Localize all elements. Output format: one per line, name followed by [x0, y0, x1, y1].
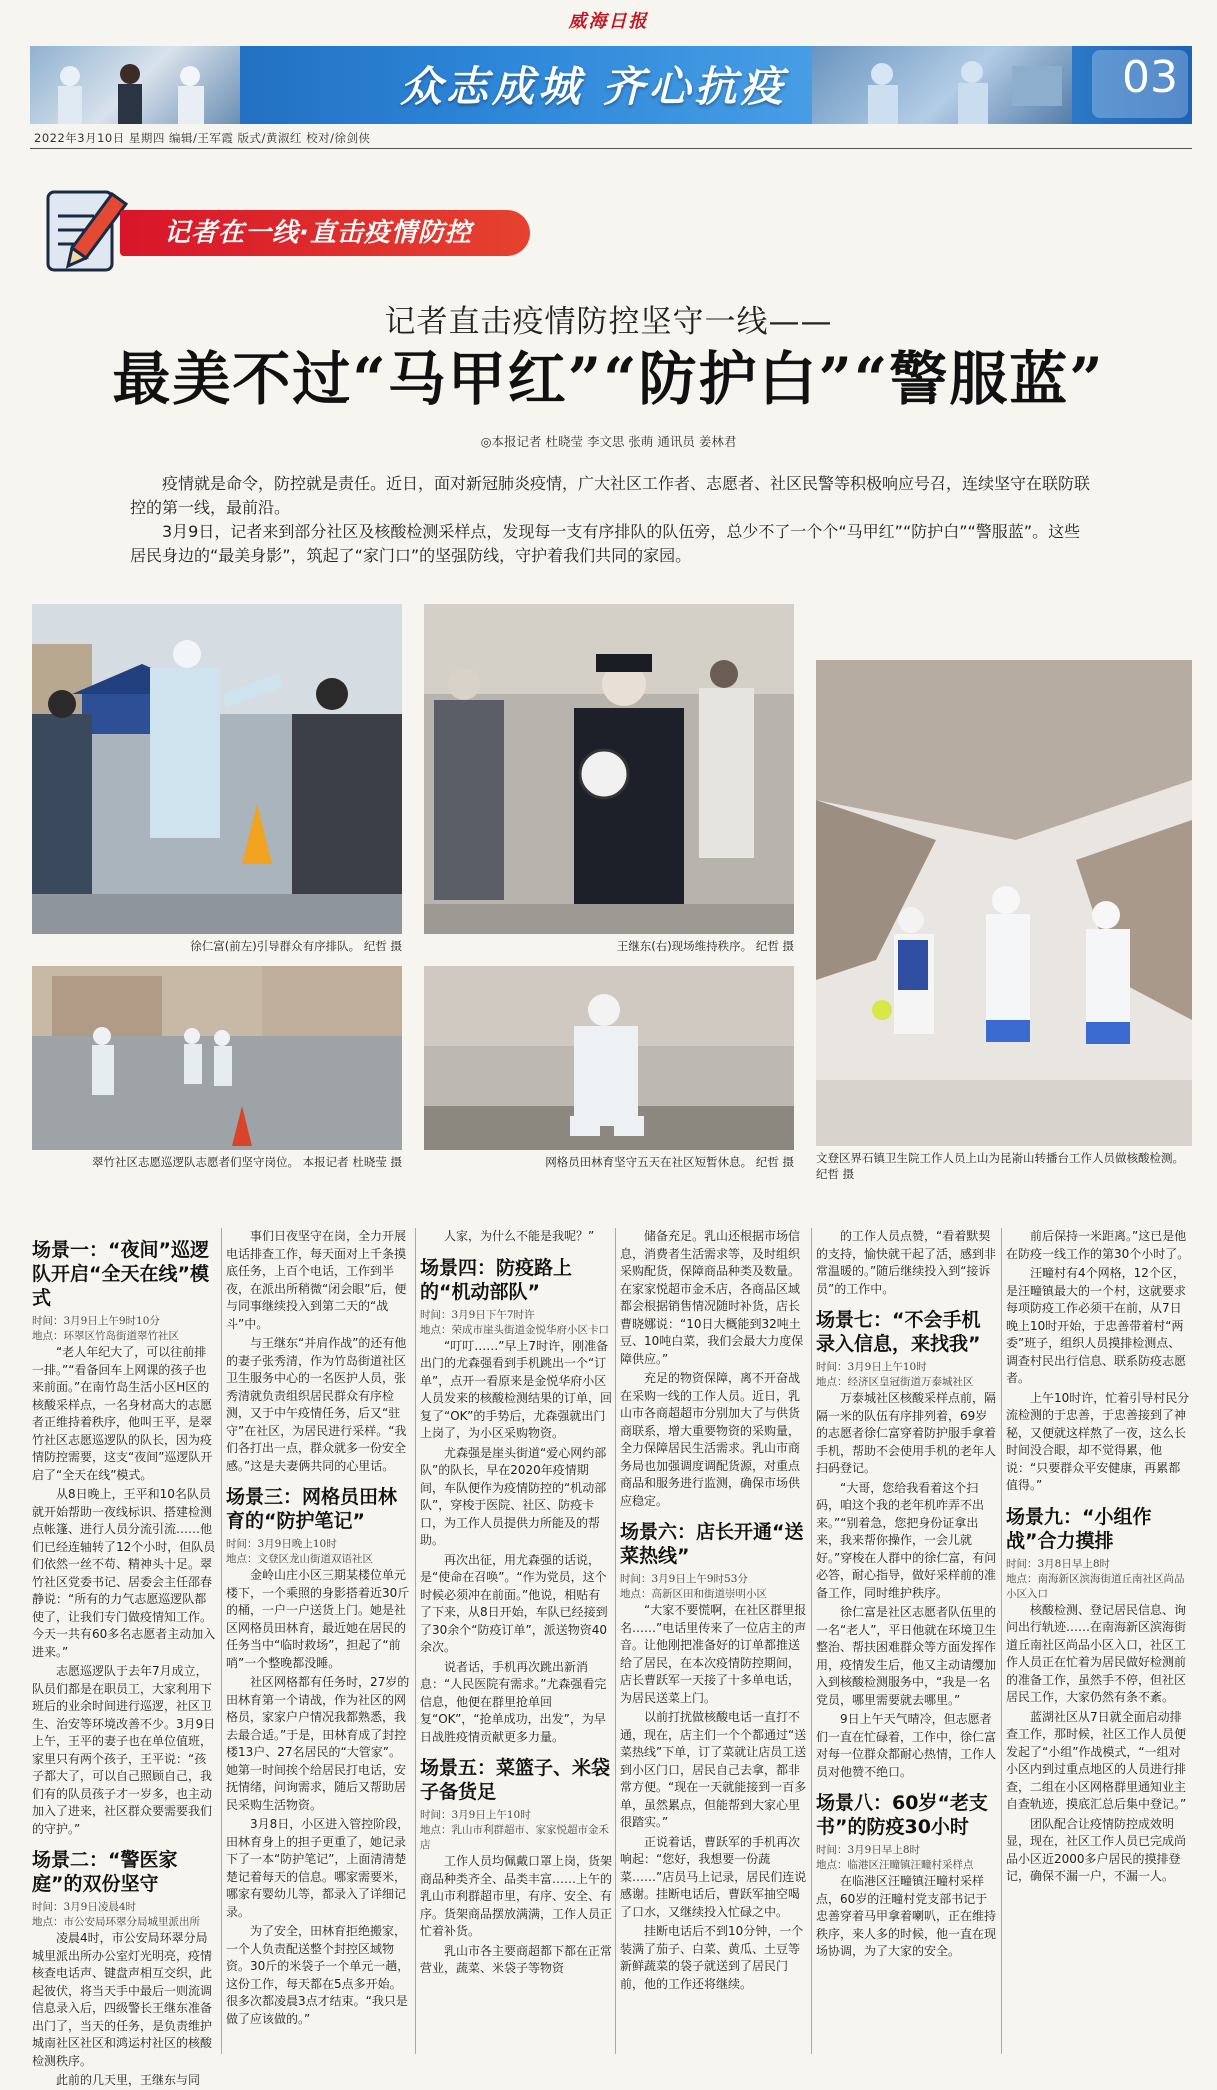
- scene-place: 地点：荣成市崖头街道金悦华府小区卡口: [420, 1323, 609, 1336]
- scene-time: 时间：3月9日上午10时: [816, 1361, 927, 1373]
- scene-time: 时间：3月9日晚上10时: [226, 1538, 337, 1550]
- body-paragraph: “老人年纪大了，可以往前排一排。”“看备回车上网课的孩子也来前面。”在南竹岛生活小区H区的核酸采样点，一名身材高大的志愿者正维持着秩序，他叫王平，是翠竹社区志愿巡逻队的队长，因为疫情防控需要，这支“夜间”巡逻队开启了“全天在线”模式。: [32, 1345, 213, 1482]
- photo-mountain-testing: [816, 660, 1192, 1146]
- body-paragraph: 此前的几天里，王继东与同: [56, 2073, 201, 2087]
- body-paragraph: 乳山市各主要商超都下都在正常营业，蔬菜、米袋子等物资: [420, 1943, 613, 1975]
- banner-photo-right: [812, 46, 1072, 124]
- caption-photo1: 徐仁富(前左)引导群众有序排队。 纪哲 摄: [190, 939, 402, 953]
- scene-time: 时间：3月9日上午9时10分: [32, 1315, 160, 1327]
- body-paragraph: 事们日夜坚守在岗，全力开展电话排查工作，每天面对上千条摸底任务，上百个电话，工作到半夜，在派出所稍微“闭会眼”后，便与同事继续投入到第二天的“战斗”中。: [226, 1229, 407, 1331]
- scene-heading: 场景八：60岁“老支书”的防疫30小时: [816, 1792, 988, 1838]
- body-paragraph: 尤森强是崖头街道“爱心网约部队”的队长，早在2020年疫情期间，车队便作为疫情防控的“机动部队”，穿梭于医院、社区、防疫卡口，为工作人员提供力所能及的帮助。: [420, 1445, 607, 1547]
- column-divider: [221, 1228, 222, 2054]
- body-paragraph: 凌晨4时，市公安局环翠分局城里派出所办公室灯光明亮，疫情核查电话声、键盘声相互交织，此起彼伏，将当天手中最后一则流调信息录入后，四级警长王继东准备出门了，当天的任务，是负责维护城南社区社区和鸿运村社区的核酸检测秩序。: [32, 1931, 213, 2068]
- scene-place: 地点：乳山市利群超市、家家悦超市金禾店: [420, 1824, 609, 1851]
- kicker: 记者直击疫情防控坚守一线——: [384, 304, 833, 340]
- body-paragraph: 与王继东“并肩作战”的还有他的妻子张秀清，作为竹岛街道社区卫生服务中心的一名医护人员，张秀清就负责组织居民群众有序检测，又于中午疫情任务，后又“驻守”在社区，为居民进行采样。“我们各打出一点，群众就多一份安全感。”这是夫妻俩共同的心里话。: [226, 1336, 407, 1473]
- body-paragraph: 社区网格都有任务时，27岁的田林育第一个请战，作为社区的网格员，家家户户情况我都熟悉，我去最合适。”于是，田林育成了封控楼13户、27名居民的“大管家”。她第一时间挨个给居民打电话，安抚情绪，问询需求，随后又帮助居民采购生活物资。: [226, 1675, 410, 1812]
- scene-place: 地点：南海新区滨海街道丘南社区尚品小区入口: [1006, 1572, 1185, 1600]
- scene-time: 时间：3月9日早上8时: [816, 1844, 921, 1856]
- lead-paragraph: 3月9日，记者来到部分社区及核酸检测采样点，发现每一支有序排队的队伍旁，总少不了一个个“马甲红”“防护白”“警服蓝”。这些居民身边的“最美身影”，筑起了“家门口”的坚强防线，守护着我们共同的家园。: [130, 522, 1081, 565]
- scene-heading: 场景九：“小组作战”合力摸排: [1006, 1505, 1152, 1552]
- body-paragraph: 金岭山庄小区三期某楼位单元楼下，一个乘照的身影搭着近30斤的桶，一户一户送货上门。她是社区网格员田林育，最近她在居民的任务当中“临时救场”，担起了“前哨”一个整晚都没睡。: [226, 1568, 410, 1670]
- scene-time: 时间：3月9日上午9时53分: [620, 1573, 748, 1585]
- masthead: [0, 0, 1217, 44]
- scene-heading: 场景三：网格员田林育的“防护笔记”: [226, 1486, 398, 1532]
- banner-photo-right-figures: [812, 46, 1072, 124]
- body-paragraph: “叮叮……”早上7时许，刚准备出门的尤森强看到手机跳出一个“订单”，点开一看原来是金悦华府小区人员发来的核酸检测结果的订单，回复了“OK”的手势后，尤森强就出门上岗了，为小区采购物资。: [420, 1338, 613, 1440]
- photo-volunteers-post: [32, 966, 402, 1150]
- body-paragraph: 从8日晚上，王平和10名队员就开始帮助一夜线标识、搭建检测点帐篷、进行人员分流引流……他们已经连轴转了12个小时，但队员们依然一丝不苟、精神头十足。翠竹社区党委书记、居委会主任邵春静说：“所有的力气志愿巡逻队都使了，让我们专门做疫情知工作。今天一共有60多名志愿者主动加入进来。”: [32, 1487, 216, 1659]
- body-paragraph: 人家，为什么不能是我呢？”: [444, 1229, 595, 1243]
- article-column: [620, 1228, 808, 2054]
- photo-police-order-image: [424, 604, 794, 934]
- body-paragraph: 上午10时许，忙着引导村民分流检测的于忠善，于忠善接到了神秘，又便就这样熬了一夜，这么长时间没合眼，却不觉得累，他说：“只要群众平安健康，再累都值得。”: [1006, 1390, 1190, 1492]
- banner-photo-left-figures: [30, 46, 240, 124]
- section-tag: [42, 186, 532, 276]
- lead: [130, 472, 1090, 568]
- body-paragraph: 的工作人员点赞，“看着默契的支持，愉快就干起了活，感到非常温暖的。”随后继续投入到“接诉员”的工作中。: [816, 1229, 997, 1296]
- body-paragraph: 再次出征，用尤森强的话说，是“使命在召唤”。“作为党员，这个时候必须冲在前面。”他说，相贴有了下来，从8日开始，车队已经接到了30余个“防疫订单”，派送物资40余次。: [420, 1552, 608, 1654]
- scene-place: 地点：环翠区竹岛街道翠竹社区: [32, 1330, 179, 1342]
- scene-heading: 场景二：“警医家庭”的双份坚守: [32, 1849, 178, 1895]
- body-paragraph: 汪疃村有4个网格，12个区，是汪疃镇最大的一个村，这就要求每项防疫工作必须干在前，从7日晚上10时开始，于忠善带着村“两委”班子，组织人员摸排检测点、调查村民出行信息、联系防疫志愿者。: [1006, 1266, 1187, 1385]
- article-column: [816, 1228, 998, 2054]
- scene-place: 地点：经济区皇冠街道万泰城社区: [816, 1376, 974, 1388]
- article-column: [1006, 1228, 1192, 2054]
- body-paragraph: 蓝湖社区从7日就全面启动排查工作，那时候，社区工作人员便发起了“小组”作战模式，“一组对小区内到过重点地区的人员进行排查，二组在小区网格群里通知业主自查轨迹，摸底汇总后集中登记。”: [1006, 1709, 1187, 1811]
- dateline: 2022年3月10日 星期四 编辑/王军霞 版式/黄淑红 校对/徐剑侠: [34, 131, 371, 145]
- caption-photo2: 王继东(右)现场维持秩序。 纪哲 摄: [616, 939, 794, 953]
- column-divider: [615, 1228, 616, 2054]
- scene-heading: 场景四：防疫路上的“机动部队”: [420, 1256, 573, 1303]
- scene-place: 地点：高新区田和街道崇明小区: [620, 1588, 767, 1600]
- photo-queue-guidance: [32, 604, 402, 934]
- photo-mountain-testing-image: [816, 660, 1192, 1146]
- body-paragraph: 团队配合让疫情防控成效明显，现在，社区工作人员已完成尚品小区近2000多户居民的摸排登记，确保不漏一户，不漏一人。: [1006, 1816, 1187, 1883]
- article-column: [32, 1228, 217, 2087]
- header-rule: [30, 148, 1192, 149]
- body-paragraph: 核酸检测、登记居民信息、询问出行轨迹……在南海新区滨海街道丘南社区尚品小区入口，社区工作人员正在忙着为居民做好检测前的准备工作，虽然手不停，但社区居民工作，大家仍然有条不紊。: [1006, 1602, 1187, 1704]
- body-paragraph: 前后保持一米距离。”这已是他在防疫一线工作的第30个小时了。: [1006, 1229, 1190, 1261]
- body-paragraph: 充足的物资保障，离不开奋战在采购一线的工作人员。近日，乳山市各商超超市分别加大了与供货商联系，增大重要物资的采购量，全力保障居民生活需求。乳山市商务局也加强调度调配货源，对重点商品和服务进行监测，确保市场供应稳定。: [620, 1371, 801, 1508]
- body-paragraph: 挂断电话后不到10分钟，一个装满了茄子、白菜、黄瓜、土豆等新鲜蔬菜的袋子就送到了居民门前，他的工作还将继续。: [620, 1924, 804, 1991]
- photo-police-order: [424, 604, 794, 934]
- body-paragraph: 以前打扰做核酸电话一直打不通，现在，店主们一个个都通过“送菜热线”下单，订了菜就让店员工送到小区门口，居民自己去拿，都非常方便。“现在一天就能接到一百多单，虽然累点，但能帮到大家心里很踏实。”: [620, 1710, 807, 1829]
- body-paragraph: 工作人员均佩戴口罩上岗，货架商品种类齐全、品类丰富……上午的乳山市利群超市里，有序、安全、有序。货架商品摆放满满，工作人员正忙着补货。: [420, 1854, 613, 1938]
- banner: [30, 46, 1192, 124]
- caption-photo4: 翠竹社区志愿巡逻队志愿者们坚守岗位。 本报记者 杜晓莹 摄: [92, 1155, 402, 1169]
- body-paragraph: 志愿巡逻队于去年7月成立，队员们都是在职员工，大家利用下班后的业余时间进行巡逻，社区卫生、治安等环境改善不少。3月9日上午，王平的妻子也在单位值班，家里只有两个孩子，王平说：“孩子都大了，可以自己照顾自己，我们有的队员孩子才一岁多，也主动加入了进来，社区群众要需要我们的守护。”: [32, 1664, 216, 1836]
- scene-time: 时间：3月9日下午7时许: [420, 1308, 535, 1321]
- section-tag-label: 记者在一线·直击疫情防控: [120, 210, 530, 256]
- lead-paragraph: 疫情就是命令，防控就是责任。近日，面对新冠肺炎疫情，广大社区工作者、志愿者、社区民警等积极响应号召，连续坚守在联防联控的第一线，最前沿。: [130, 474, 1091, 517]
- body-paragraph: 在临港区汪疃镇汪疃村采样点，60岁的汪疃村党支部书记于忠善穿着马甲拿着喇叭，正在维持秩序，来人多的时候，他一直在现场协调，为了大家的安全。: [816, 1874, 997, 1958]
- article-column: [226, 1228, 412, 2054]
- body-paragraph: 说者话，手机再次跳出新消息：“人民医院有需求。”尤森强看完信息，他便在群里抢单回复“OK”，“抢单成功，出发”，为早日战胜疫情贡献更多力量。: [420, 1659, 607, 1744]
- scene-time: 时间：3月8日早上8时: [1006, 1557, 1111, 1570]
- scene-place: 地点：文登区龙山街道双语社区: [226, 1553, 373, 1565]
- body-paragraph: 3月8日，小区进入管控阶段，田林育身上的担子更重了，她记录下了一本“防护笔记”，上面清清楚楚记着每天的信息。哪家需要米，哪家有婴幼儿等，都录入了详细记录。: [226, 1817, 410, 1919]
- caption-photo5: 网格员田林育坚守五天在社区短暂休息。 纪哲 摄: [545, 1155, 794, 1169]
- body-paragraph: 储备充足。乳山还根据市场信息，消费者生活需求等，及时组织采购配货，保障商品种类及数量。在家家悦超市金禾店，各商品区域都会根据销售情况随时补货，店长曹晓娜说：“10日大概能到32吨土豆、10吨白菜，我们会最大力度保障供应。”: [620, 1229, 804, 1366]
- scene-place: 地点：市公安局环翠分局城里派出所: [32, 1916, 200, 1928]
- scene-heading: 场景七：“不会手机录入信息，来找我”: [816, 1309, 981, 1355]
- scene-heading: 场景五：菜篮子、米袋子备货足: [420, 1757, 611, 1803]
- column-divider: [415, 1228, 416, 2054]
- scene-place: 地点：临港区汪疃镇汪疃村采样点: [816, 1859, 974, 1871]
- banner-photo-left: [30, 46, 240, 124]
- caption-photo3: 文登区界石镇卫生院工作人员上山为昆嵛山转播台工作人员做核酸检测。 纪哲 摄: [816, 1151, 1184, 1181]
- article-column: [420, 1228, 612, 2054]
- byline: ◎本报记者 杜晓莹 李文思 张萌 通讯员 姜林君: [480, 434, 737, 449]
- scene-time: 时间：3月9日上午10时: [420, 1809, 531, 1821]
- body-paragraph: 万泰城社区核酸采样点前，隔隔一米的队伍有序排列着，69岁的志愿者徐仁富穿着防护服手拿着手机，帮助不会使用手机的老年人扫码登记。: [816, 1391, 997, 1475]
- photo-volunteers-post-image: [32, 966, 402, 1150]
- photo-grid-worker-rest-image: [424, 966, 794, 1150]
- column-divider: [1001, 1228, 1002, 2054]
- body-paragraph: 为了安全，田林育拒绝搬家，一个人负责配送整个封控区域物资。30斤的米袋子一个单元一趟，这份工作，每天都在5点多开始。很多次都凌晨3点才结束。“我只是做了应该做的。”: [226, 1924, 410, 2026]
- scene-time: 时间：3月9日凌晨4时: [32, 1901, 137, 1913]
- body-paragraph: “大家不要慌啊，在社区群里报名……”电话里传来了一位店主的声音。让他刚把准备好的订单都推送给了居民，在本次疫情防控期间，店长曹跃军一天接了十多单电话，为居民送菜上门。: [620, 1603, 807, 1705]
- scene-heading: 场景一：“夜间”巡逻队开启“全天在线”模式: [32, 1239, 209, 1309]
- photo-queue-guidance-image: [32, 604, 402, 934]
- body-paragraph: 徐仁富是社区志愿者队伍里的一名“老人”，平日他就在环境卫生整治、帮扶困难群众等方面发挥作用，疫情发生后，他又主动请缨加入到核酸检测服务中，“我是一名党员，哪里需要就去哪里。”: [816, 1605, 997, 1707]
- body-paragraph: “大哥，您给我看着这个扫码，咱这个我的老年机咋弄不出来。”“别着急，您把身份证拿出来，我来帮你操作，一会儿就好。”穿梭在人群中的徐仁富，有问必答，耐心指导，做好采样前的准备工作，同时维护秩序。: [816, 1480, 997, 1600]
- body-paragraph: 正说着话，曹跃军的手机再次响起：“您好，我想要一份蔬菜……”店员马上记录，居民们连说感谢。挂断电话后，曹跃军抽空喝了口水，又继续投入忙碌之中。: [620, 1834, 807, 1919]
- newspaper-name: 威海日报: [568, 11, 649, 32]
- banner-title: 众志成城 齐心抗疫: [400, 62, 787, 111]
- photo-grid-worker-rest: [424, 966, 794, 1150]
- scene-heading: 场景六：店长开通“送菜热线”: [620, 1521, 804, 1567]
- body-paragraph: 9日上午天气晴冷，但志愿者们一直在忙碌着，工作中，徐仁富对每一位群众都耐心热情，工作人员对他赞不绝口。: [816, 1712, 997, 1779]
- headline: 最美不过“马甲红”“防护白”“警服蓝”: [112, 345, 1105, 413]
- column-divider: [811, 1228, 812, 2054]
- page-number: 03: [1122, 52, 1178, 103]
